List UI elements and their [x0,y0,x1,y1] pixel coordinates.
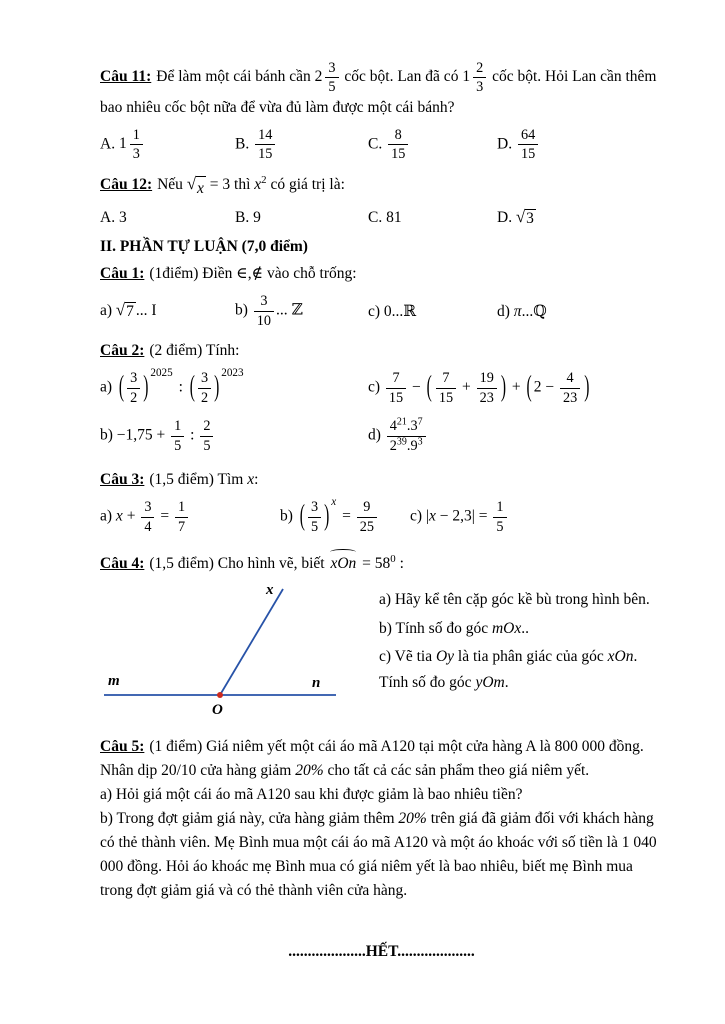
q1-text: (1điểm) Điền ∈,∉ vào chỗ trống: [149,265,357,283]
point-o [217,692,223,698]
q2-statement [100,339,663,362]
label-x: x [266,582,274,599]
question-5 [100,735,663,903]
question-4 [100,549,663,723]
ray-o-x [220,589,283,695]
label-m: m [108,673,120,690]
q1-statement [100,262,663,285]
q12-answer-b: B. 9 [235,209,261,227]
q11-answer-d: D. $\frac{64}{15}$ [497,127,663,163]
question-3 [100,468,663,535]
q11-text: Để làm một cái bánh cần 2 $\frac{3}{5}$ cốc bột. Lan đã có 1 $\frac{2}{3}$ cốc bột. Hỏi Lan cần thêm bao nhiêu cốc bột nữa để vừa đủ làm được một cái bánh? [100,60,657,116]
q12-answer-d: D. √ 3 [497,207,534,228]
q12-answers [100,208,663,228]
q1-items [100,293,663,329]
label-o: O [212,702,223,719]
question-12 [100,173,663,228]
question-11 [100,60,663,163]
q12-answer-c: C. 81 [368,209,402,227]
q4-statement [100,549,663,575]
q4-label: Câu 4: [100,554,145,572]
question-2 [100,339,663,454]
q12-statement [100,173,663,200]
q3-statement [100,468,663,491]
q5-statement [100,735,663,783]
q3-text: (1,5 điểm) Tìm x: [149,470,259,488]
q5-text: (1 điểm) Giá niêm yết một cái áo mã A120 tại một cửa hàng A là 800 000 đồng. Nhân dịp 20/10 cửa hàng giảm 20% cho tất cả các sản phẩm theo giá niêm yết. [100,738,644,780]
q1-item-c: c) 0...ℝ [368,302,417,320]
q11-answer-b: B. $\frac{14}{15}$ [235,127,368,163]
q4-item-c: c) Vẽ tia Oy là tia phân giác của góc xOn. Tính số đo góc yOm. [379,648,638,691]
q3-items [100,496,663,535]
q12-answer-a: A. 3 [100,209,127,227]
q11-statement [100,60,663,119]
q3-label: Câu 3: [100,470,145,488]
q2-item-d: d) $\frac{4^{21}.3^7}{2^{39}.9^3}$ [368,418,663,454]
q3-item-b: b) ( $\frac{3}{5}$ ) x = $\frac{9}{25}$ [280,499,410,535]
q1-item-d: d) π...ℚ [497,302,547,320]
q12-label: Câu 12: [100,175,153,193]
q5-item-a: a) Hỏi giá một cái áo mã A120 sau khi được giảm là bao nhiêu tiền? [100,786,523,804]
q11-answers [100,127,663,163]
q2-item-b: b) −1,75 + $\frac{1}{5}$ : $\frac{2}{5}$ [100,418,368,454]
q1-item-a: a) √ 7 ... I [100,300,157,321]
q11-label: Câu 11: [100,68,152,86]
q1-label: Câu 1: [100,265,145,283]
q12-text: Nếu √ x = 3 thì $x^2$ có giá trị là: [157,176,345,193]
q2-items [100,367,663,454]
q4-subquestions [365,581,663,698]
end-marker: ....................HẾT.................... [288,943,475,961]
q5-label: Câu 5: [100,738,145,756]
q11-answer-a: A. 1 $\frac{1}{3}$ [100,127,235,163]
q4-text: (1,5 điểm) Cho hình vẽ, biết xOn = $58^0$ : [149,555,404,572]
q4-item-a: a) Hãy kể tên cặp góc kề bù trong hình bên. [379,591,650,609]
label-n: n [312,675,321,692]
section-2-title: II. PHẦN TỰ LUẬN (7,0 điểm) [100,238,308,256]
q3-item-a: a) x + $\frac{3}{4}$ = $\frac{1}{7}$ [100,499,280,535]
q2-item-a: a) ( $\frac{3}{2}$ ) 2025 : ( $\frac{3}{2}$ ) 2023 [100,367,244,406]
q4-item-b: b) Tính số đo góc mOx.. [379,619,529,637]
q11-answer-c: C. $\frac{8}{15}$ [368,127,497,163]
q1-item-b: b) $\frac{3}{10}$ ... ℤ [235,293,303,329]
q2-label: Câu 2: [100,342,145,360]
geometry-figure [100,581,365,723]
question-1 [100,262,663,329]
q4-figure-row [100,581,663,723]
q2-item-c: c) $\frac{7}{15}$ − ( $\frac{7}{15}$ + $\frac{19}{23}$ ) + ( 2 − $\frac{4}{23}$ ) [368,370,590,406]
q2-text: (2 điểm) Tính: [149,342,240,360]
q3-item-c: c) |x − 2,3| = $\frac{1}{5}$ [410,499,663,535]
q5-item-b: b) Trong đợt giảm giá này, cửa hàng giảm thêm 20% trên giá đã giảm đối với khách hàng có thẻ thành viên. Mẹ Bình mua một cái áo mã A120 và một áo khoác với số tiền là 1 040 000 đồng. Hỏi áo khoác mẹ Bình mua có giá niêm yết là bao nhiêu, biết mẹ Bình mua trong đợt giảm giá và có thẻ thành viên cửa hàng. [100,810,657,900]
